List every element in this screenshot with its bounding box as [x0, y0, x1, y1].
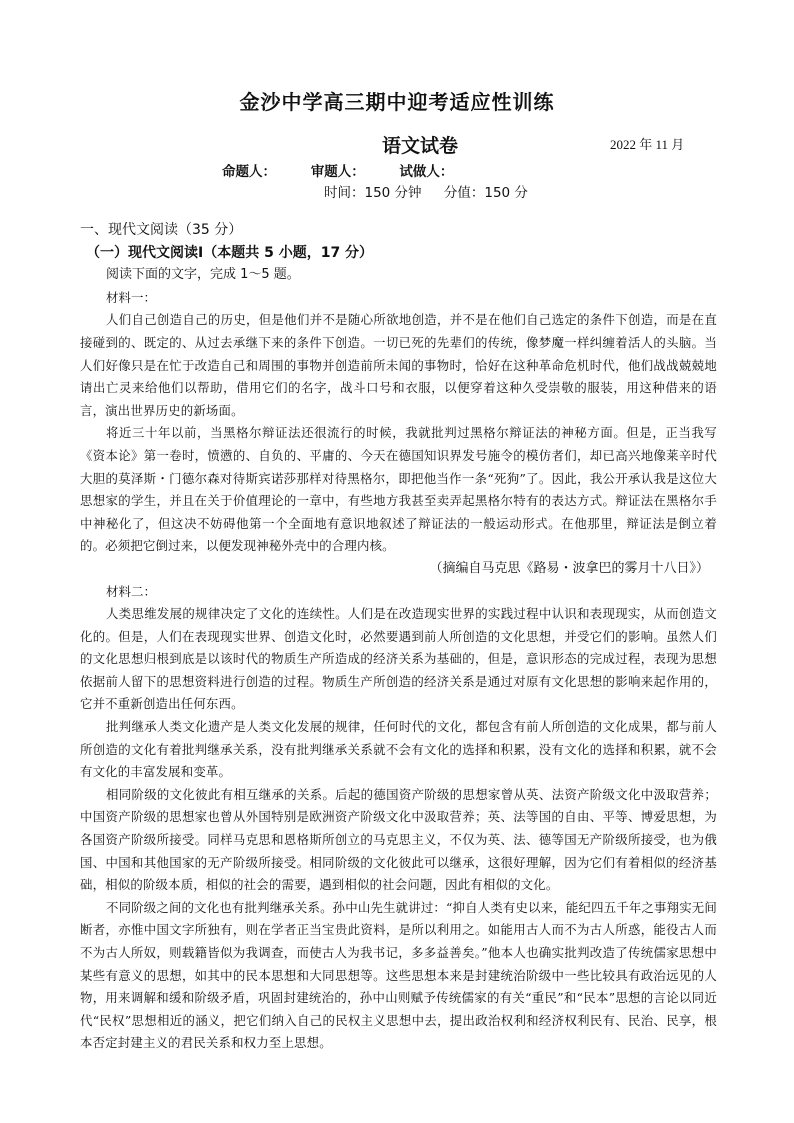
material-1-source: （摘编自马克思《路易・波拿巴的雾月十八日》）	[429, 560, 709, 576]
exam-subtitle: 语文试卷	[382, 135, 459, 157]
material-1-paragraph: 人们自己创造自己的历史，但是他们并不是随心所欲地创造，并不是在他们自己选定的条件下创造，而是在直接碰到的、既定的、从过去承继下来的条件下创造。一切已死的先辈们的传统，像梦魔一样纠缠着活人的头脑。当人们好像只是在忙于改造自己和周围的事物并创造前所未闻的事物时，恰好在这种革命危机时代，他们战战兢兢地请出亡灵来给他们以帮助，借用它们的名字，战斗口号和衣服，以便穿着这种久受崇敬的服装，用这种借来的语言，演出世界历史的新场面。	[80, 312, 717, 418]
exam-date: 2022 年 11 月	[610, 137, 685, 152]
tester-label: 试做人：	[399, 164, 454, 180]
setter-label: 命题人：	[222, 164, 276, 180]
material-1-paragraph: 将近三十年以前，当黑格尔辩证法还很流行的时候，我就批判过黑格尔辩证法的神秘方面。但是，正当我写《资本论》第一卷时，愤懑的、自负的、平庸的、今天在德国知识界发号施令的模仿者们，却已高兴地像莱辛时代大胆的莫泽斯・门德尔森对待斯宾诺莎那样对待黑格尔，即把他当作一条“死狗”了。因此，我公开承认我是这位大思想家的学生，并且在关于价值理论的一章中，有些地方我甚至卖弄起黑格尔特有的表达方式。辩证法在黑格尔手中神秘化了，但这决不妨碍他第一个全面地有意识地叙述了辩证法的一般运动形式。在他那里，辩证法是倒立着的。必须把它倒过来，以便发现神秘外壳中的合理内核。	[80, 425, 717, 554]
exam-title: 金沙中学高三期中迎考适应性训练	[239, 90, 555, 114]
section-heading: 一、现代文阅读（35 分）	[80, 222, 243, 238]
instruction-text: 阅读下面的文字，完成 1～5 题。	[106, 267, 300, 283]
staff-line	[222, 160, 483, 180]
time-limit: 时间：150 分钟	[324, 185, 422, 201]
exam-content	[80, 219, 717, 1055]
material-2-label: 材料二：	[106, 583, 157, 599]
total-score: 分值：150 分	[443, 185, 528, 201]
material-2-paragraph: 相同阶级的文化彼此有相互继承的关系。后起的德国资产阶级的思想家曾从英、法资产阶级文化中汲取营养；中国资产阶级的思想家也曾从外国特别是欧洲资产阶级文化中汲取营养；英、法等国的自由、平等、博爱思想，为各国资产阶级所接受。同样马克思和恩格斯所创立的马克思主义，不仅为英、法、德等国无产阶级所接受，也为俄国、中国和其他国家的无产阶级所接受。相同阶级的文化彼此可以继承，这很好理解，因为它们有着相似的经济基础，相似的阶级本质，相似的社会的需要，遇到相似的社会问题，因此有相似的文化。	[80, 786, 717, 893]
material-1-label: 材料一：	[106, 289, 157, 305]
material-2-paragraph: 人类思维发展的规律决定了文化的连续性。人们是在改造现实世界的实践过程中认识和表现现实，从而创造文化的。但是，人们在表现现实世界、创造文化时，必然要遇到前人所创造的文化思想，并受它们的影响。虽然人们的文化思想归根到底是以该时代的物质生产所造成的经济关系为基础的，但是，意识形态的完成过程，表现为思想依据前人留下的思想资料进行创造的过程。物质生产所创造的经济关系是通过对原有文化思想的影响来起作用的，它并不重新创造出任何东西。	[80, 606, 717, 712]
time-score-line	[324, 181, 546, 201]
material-2-paragraph: 批判继承人类文化遗产是人类文化发展的规律，任何时代的文化，都包含有前人所创造的文化成果，都与前人所创造的文化有着批判继承关系，没有批判继承关系就不会有文化的选择和积累，没有文化的选择和积累，就不会有文化的丰富发展和变革。	[80, 719, 717, 780]
subsection-heading: （一）现代文阅读Ⅰ（本题共 5 小题，17 分）	[86, 244, 374, 261]
reviewer-label: 审题人：	[310, 164, 365, 180]
material-2-paragraph: 不同阶级之间的文化也有批判继承关系。孙中山先生就讲过：“抑自人类有史以来，能纪四五千年之事翔实无间断者，亦惟中国文字所独有，则在学者正当宝贵此资料，是所以利用之。如能用古人而不为古人所惑，能役古人而不为古人所奴，则载籍皆似为我调查，而使古人为我书记，多多益善矣。”他本人也确实批判改造了传统儒家思想中某些有意义的思想，如其中的民本思想和大同思想等。这些思想本来是封建统治阶级中一些比较具有政治远见的人物，用来调解和缓和阶级矛盾，巩固封建统治的，孙中山则赋予传统儒家的有关“重民”和“民本”思想的言论以同近代“民权”思想相近的涵义，把它们纳入自己的民权主义思想中去，提出政治权利和经济权利民有、民治、民享，根本否定封建主义的君民关系和权力至上思想。	[80, 899, 717, 1051]
